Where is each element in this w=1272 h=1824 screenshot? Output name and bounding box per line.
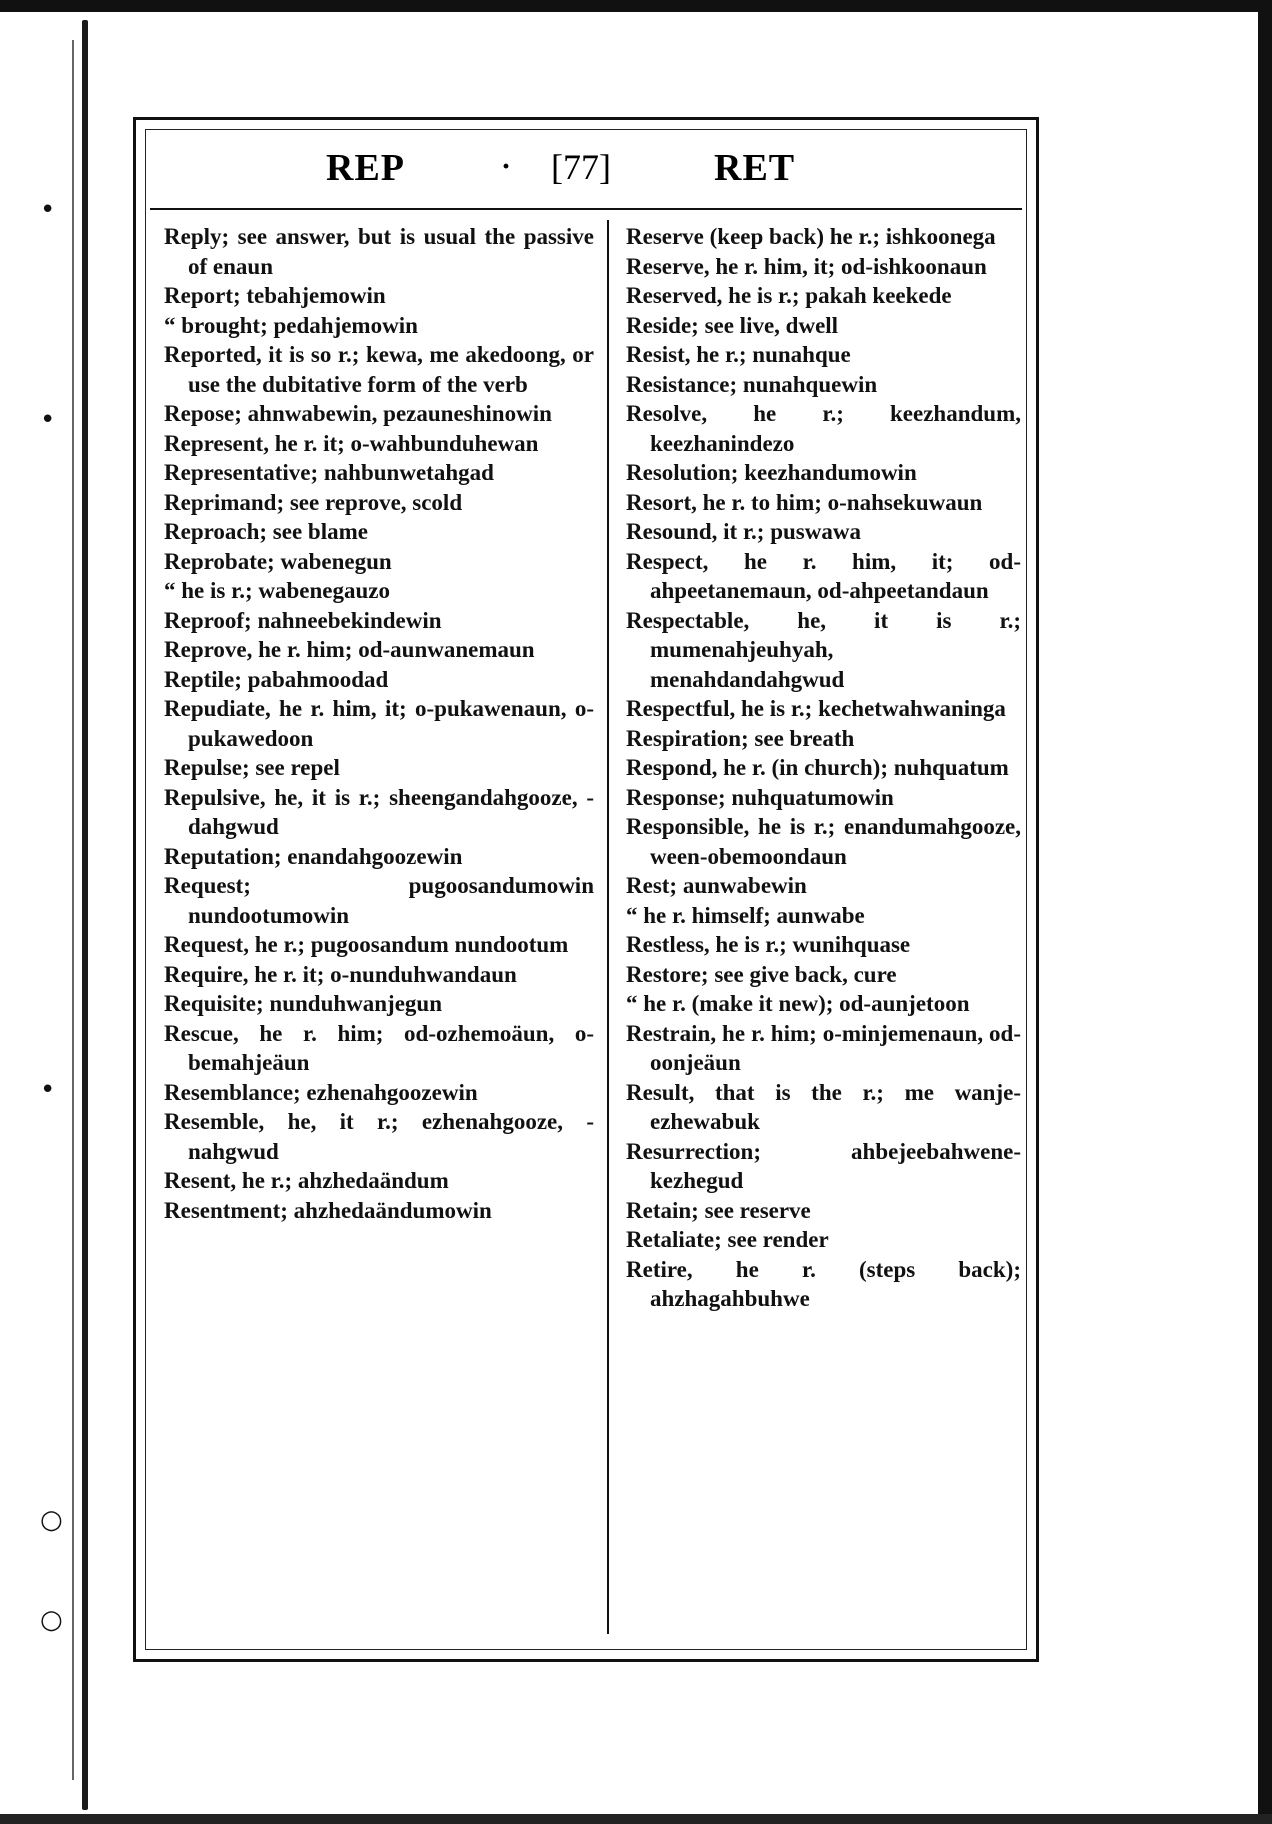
page-gutter-line — [72, 40, 74, 1780]
binding-stitch-mark: • — [40, 405, 56, 435]
left-guideword: REP — [326, 147, 405, 189]
dictionary-entry: Resound, it r.; puswawa — [626, 519, 861, 544]
dictionary-entry: Resistance; nunahquewin — [626, 371, 878, 397]
dictionary-entry: Request; pugoosandumowin nundootumowin — [164, 873, 594, 928]
dictionary-entry: Reserved, he is r.; pakah keekede — [626, 283, 952, 308]
page-number: [77] — [551, 147, 611, 187]
dictionary-entry: Reprove, he r. him; od-aunwanemaun — [164, 637, 535, 662]
header-dot: · — [501, 150, 512, 183]
binding-stitch-mark: • — [40, 1075, 56, 1105]
dictionary-entry: Resurrection; ahbejeebahwene-kezhegud — [626, 1138, 1021, 1193]
dictionary-entry: Respectable, he, it is r.; mumenahjeuhyah, menahdandahgwud — [626, 607, 1021, 692]
dictionary-entry: Restless, he is r.; wunihquase — [626, 932, 911, 957]
dictionary-entry: Reside; see live, dwell — [626, 312, 839, 338]
page-frame — [133, 117, 1039, 1662]
dictionary-entry: Reply; see answer, but is usual the passive of enaun — [164, 224, 594, 279]
dictionary-entry: Responsible, he is r.; enandumahgooze, ween-obemoondaun — [626, 814, 1021, 869]
left-column — [164, 222, 594, 1225]
scan-bottom-border — [0, 1814, 1272, 1824]
binding-stitch-mark: ○ — [40, 1605, 63, 1635]
dictionary-entry: Representative; nahbunwetahgad — [164, 460, 494, 485]
dictionary-entry: Result, that is the r.; me wanje-ezhewabuk — [626, 1079, 1021, 1134]
dictionary-entry: Resent, he r.; ahzhedaändum — [164, 1168, 449, 1193]
dictionary-entry: Reserve, he r. him, it; od-ishkoonaun — [626, 253, 987, 279]
dictionary-entry: Reproof; nahneebekindewin — [164, 607, 442, 633]
dictionary-entry: Repulse; see repel — [164, 755, 340, 780]
header-rule — [150, 208, 1022, 210]
dictionary-entry: Repudiate, he r. him, it; o-pukawenaun, o-pukawedoon — [164, 696, 594, 751]
dictionary-entry: Respond, he r. (in church); nuhquatum — [626, 755, 1009, 780]
page-header — [156, 140, 1016, 200]
dictionary-entry: Retaliate; see render — [626, 1227, 829, 1252]
dictionary-entry: Represent, he r. it; o-wahbunduhewan — [164, 430, 539, 456]
dictionary-entry: Repose; ahnwabewin, pezauneshinowin — [164, 401, 552, 426]
dictionary-entry: Rescue, he r. him; od-ozhemoäun, o-bemahjeäun — [164, 1020, 594, 1075]
dictionary-entry: Reported, it is so r.; kewa, me akedoong, or use the dubitative form of the verb — [164, 342, 594, 397]
dictionary-entry: Reprimand; see reprove, scold — [164, 489, 463, 515]
binding-stitch-mark: ○ — [40, 1505, 63, 1535]
dictionary-entry: Respect, he r. him, it; od-ahpeetanemaun, od-ahpeetandaun — [626, 548, 1021, 603]
dictionary-entry: Requisite; nunduhwanjegun — [164, 991, 443, 1016]
dictionary-entry: Resolve, he r.; keezhandum, keezhanindezo — [626, 401, 1021, 456]
column-divider — [607, 220, 609, 1634]
dictionary-entry: Response; nuhquatumowin — [626, 784, 894, 810]
dictionary-entry: Resist, he r.; nunahque — [626, 342, 851, 367]
dictionary-entry: Repulsive, he, it is r.; sheengandahgooze, -dahgwud — [164, 784, 594, 839]
dictionary-entry: Resolution; keezhandumowin — [626, 460, 917, 485]
dictionary-entry: Rest; aunwabewin — [626, 873, 807, 898]
dictionary-entry: Retain; see reserve — [626, 1197, 811, 1223]
book-binding — [82, 20, 88, 1810]
dictionary-entry: Report; tebahjemowin — [164, 283, 386, 308]
scan-top-border — [0, 0, 1272, 12]
dictionary-entry: “ he r. (make it new); od-aunjetoon — [626, 991, 970, 1016]
dictionary-entry: Reputation; enandahgoozewin — [164, 843, 463, 869]
dictionary-entry: Resort, he r. to him; o-nahsekuwaun — [626, 489, 983, 515]
dictionary-entry: “ brought; pedahjemowin — [164, 312, 418, 338]
dictionary-entry: Reserve (keep back) he r.; ishkoonega — [626, 224, 996, 249]
scan-right-border — [1258, 0, 1272, 1824]
right-column — [626, 222, 1021, 1314]
dictionary-entry: Reproach; see blame — [164, 519, 368, 544]
dictionary-entry: Retire, he r. (steps back); ahzhagahbuhwe — [626, 1256, 1021, 1311]
dictionary-entry: Restrain, he r. him; o-minjemenaun, od-oonjeäun — [626, 1020, 1021, 1075]
dictionary-entry: “ he is r.; wabenegauzo — [164, 578, 390, 603]
dictionary-entry: Request, he r.; pugoosandum nundootum — [164, 932, 569, 957]
dictionary-entry: Respiration; see breath — [626, 725, 855, 751]
dictionary-entry: Respectful, he is r.; kechetwahwaninga — [626, 696, 1006, 721]
dictionary-entry: Require, he r. it; o-nunduhwandaun — [164, 961, 517, 987]
right-guideword: RET — [714, 147, 796, 189]
dictionary-entry: Resemble, he, it r.; ezhenahgooze, -nahgwud — [164, 1109, 594, 1164]
binding-stitch-mark: • — [40, 195, 56, 225]
dictionary-entry: Resentment; ahzhedaändumowin — [164, 1197, 492, 1223]
dictionary-entry: Reprobate; wabenegun — [164, 548, 392, 574]
dictionary-entry: Resemblance; ezhenahgoozewin — [164, 1079, 478, 1105]
dictionary-entry: Restore; see give back, cure — [626, 961, 897, 987]
dictionary-entry: Reptile; pabahmoodad — [164, 666, 389, 692]
dictionary-entry: “ he r. himself; aunwabe — [626, 902, 865, 928]
